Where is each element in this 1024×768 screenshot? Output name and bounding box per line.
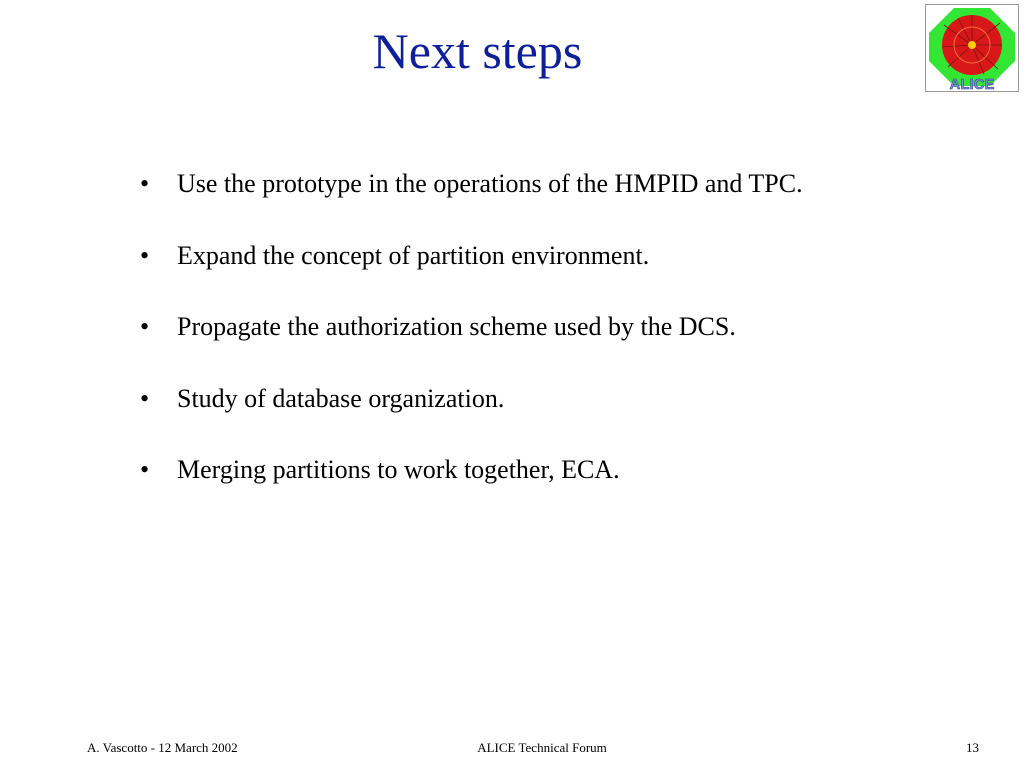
bullet-mark: • (140, 169, 150, 198)
bullet-text: Study of database organization. (177, 383, 505, 413)
alice-logo-graphic (926, 5, 1018, 91)
bullet-text: Propagate the authorization scheme used by the DCS. (177, 312, 736, 341)
bullet-item (140, 238, 803, 274)
footer-event-name: ALICE Technical Forum (477, 740, 607, 755)
logo-center (968, 41, 976, 49)
bullet-mark: • (140, 312, 150, 341)
bullet-list (140, 166, 803, 524)
bullet-text: Use the prototype in the operations of the HMPID and TPC. (177, 169, 803, 198)
bullet-item (140, 452, 803, 488)
bullet-item (140, 309, 803, 345)
footer-page-number: 13 (966, 740, 979, 755)
logo-text: ALICE (949, 76, 995, 91)
bullet-item (140, 166, 803, 202)
bullet-mark: • (140, 383, 150, 413)
bullet-mark: • (140, 455, 150, 484)
footer-author-date: A. Vascotto - 12 March 2002 (87, 740, 238, 755)
alice-logo-icon (925, 4, 1019, 92)
bullet-text: Expand the concept of partition environment. (177, 240, 650, 270)
bullet-mark: • (140, 240, 150, 270)
bullet-item (140, 381, 803, 417)
bullet-text: Merging partitions to work together, ECA. (177, 455, 620, 484)
slide-title: Next steps (372, 23, 583, 79)
